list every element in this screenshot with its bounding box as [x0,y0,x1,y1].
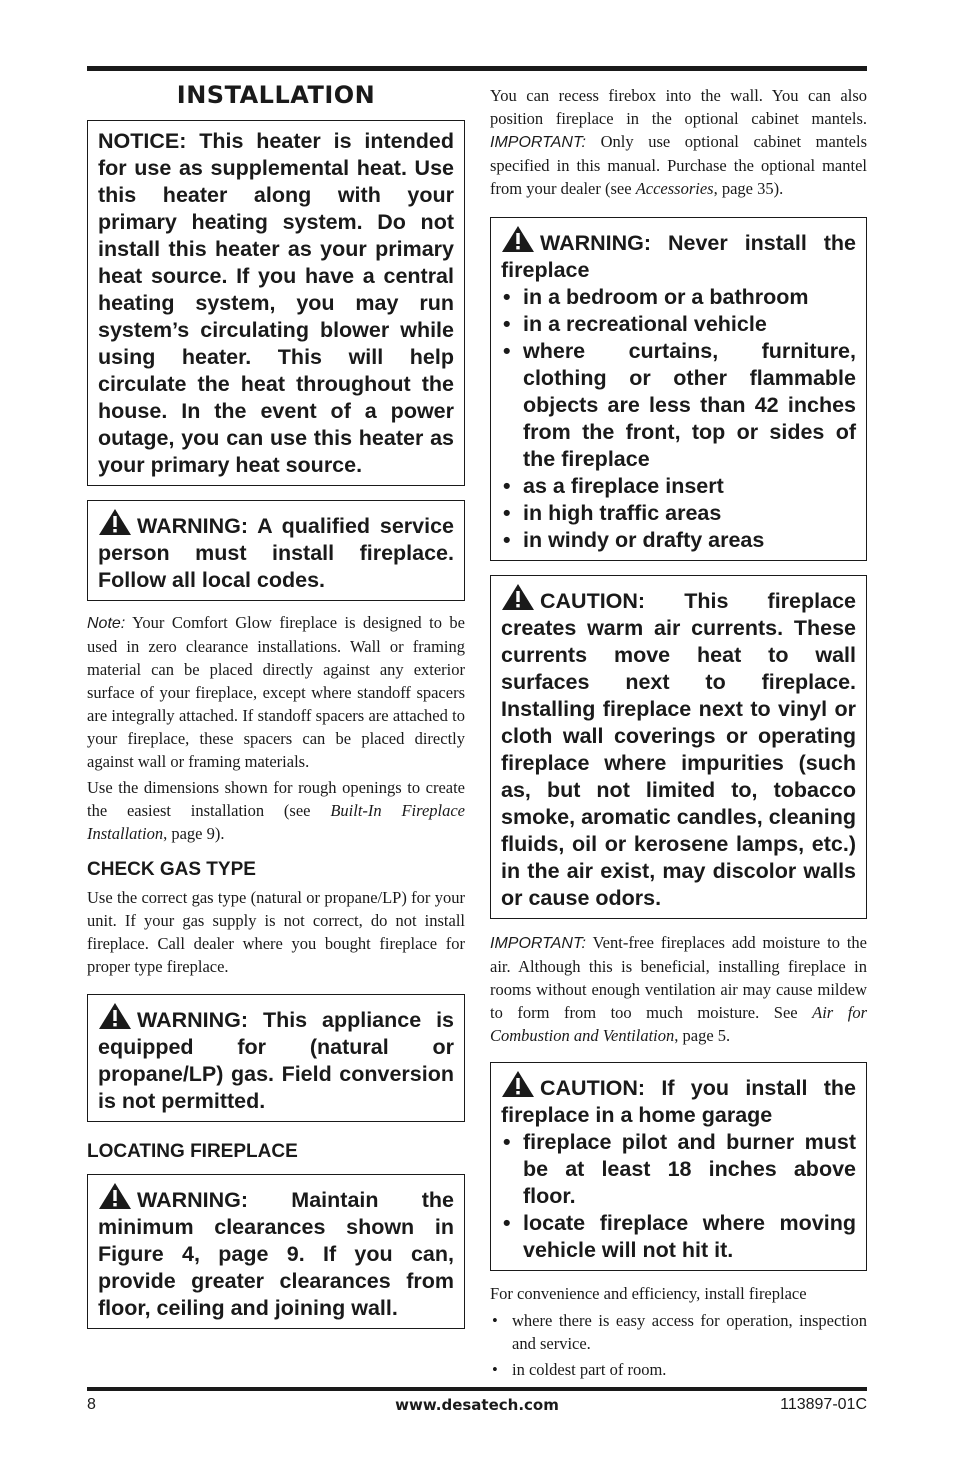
bottom-rule [87,1387,867,1391]
note-paragraph [87,611,465,773]
caution-garage-lead: CAUTION: If you install the fireplace in a home garage [501,1076,856,1127]
list-item: • where curtains, furniture, clothing or other flammable objects are less than 42 inches from the front, top or sides of the fireplace [501,338,856,473]
check-gas-heading: CHECK GAS TYPE [87,859,256,880]
caution-garage-list [501,1129,856,1264]
locating-heading: LOCATING FIREPLACE [87,1141,298,1162]
list-item: • where there is easy access for operation, inspection and service. [490,1309,867,1355]
moisture-page-ref: , page 5. [674,1026,731,1045]
top-rule [87,66,867,71]
check-gas-paragraph: Use the correct gas type (natural or propane/LP) for your unit. If your gas supply is not correct, do not install fireplace. Call dealer where you bought fireplace for proper type fireplace. [87,888,465,976]
list-item: • in windy or drafty areas [501,527,856,554]
list-item: • as a fireplace insert [501,473,856,500]
list-item: • in a bedroom or a bathroom [501,284,856,311]
recess-text-b: Only use optional cabinet mantels specified in this manual. Purchase the optional mantel from your dealer (see [490,132,867,198]
list-item: • fireplace pilot and burner must be at least 18 inches above floor. [501,1129,856,1210]
list-item: • in a recreational vehicle [501,311,856,338]
warning-qualified-box [87,500,465,601]
left-column [87,80,465,1329]
note-text: Your Comfort Glow fireplace is designed to be used in zero clearance installations. Wall or framing material can be placed directly against any exterior surface of your fireplace, except where standoff spacers are integrally attached. If standoff spacers are attached to your fireplace, these spacers can be placed directly against wall or framing materials. [87,613,465,771]
page-number: 8 [87,1396,96,1413]
warning-triangle-icon [98,508,132,536]
warning-triangle-icon [98,1002,132,1030]
warning-triangle-icon [501,225,535,253]
recess-reference: Accessories [635,179,714,198]
dimensions-paragraph [87,776,465,845]
moisture-paragraph [490,931,867,1047]
warning-never-box [490,217,867,561]
moisture-reference: Air for Combustion and Ventilation [490,1003,867,1045]
warning-never-list [501,284,856,554]
warning-gas-box [87,994,465,1122]
recess-text: You can recess firebox into the wall. You can also position fireplace in the optional cabinet mantels. [490,86,867,128]
website-link[interactable]: www.desatech.com [395,1396,559,1414]
right-column [490,84,867,1384]
warning-triangle-icon [501,1070,535,1098]
warning-clearances-text: WARNING: Maintain the minimum clearances shown in Figure 4, page 9. If you can, provide greater clearances from floor, ceiling and joining wall. [98,1188,454,1320]
warning-clearances-box [87,1174,465,1329]
list-item: • locate fireplace where moving vehicle will not hit it. [501,1210,856,1264]
dimensions-text: Use the dimensions shown for rough openings to create the easiest installation (see [87,778,465,820]
recess-paragraph [490,84,867,200]
warning-gas-text: WARNING: This appliance is equipped for (natural or propane/LP) gas. Field conversion is not permitted. [98,1008,454,1113]
convenience-list [490,1309,867,1381]
recess-page-ref: , page 35). [713,179,784,198]
dimensions-reference: Built-In Fireplace Installation [87,801,465,843]
document-code: 113897-01C [780,1396,867,1413]
warning-triangle-icon [501,583,535,611]
caution-currents-text: CAUTION: This fireplace creates warm air currents. These currents move heat to wall surfaces next to fireplace. Installing fireplace next to vinyl or cloth wall coverings or operating fireplace where impurities (such as, but not limited to, tobacco smoke, aromatic candles, cleaning fluids, oil or kerosene lamps, etc.) in the air exist, may discolor walls or cause odors. [501,589,856,910]
note-lead: Note: [87,615,126,632]
warning-qualified-text: WARNING: A qualified service person must install fireplace. Follow all local codes. [98,514,454,592]
dimensions-page-ref: , page 9). [163,824,225,843]
moisture-important-lead: IMPORTANT: [490,935,586,952]
section-title: INSTALLATION [176,81,376,109]
convenience-paragraph: For convenience and efficiency, install fireplace [490,1284,807,1303]
notice-text: NOTICE: This heater is intended for use as supplemental heat. Use this heater along with your primary heating system. Do not install this heater as your primary heat source. If you have a central heating system, you may run system’s circulating blower while using heater. This will help circulate the heat throughout the house. In the event of a power outage, you can use this heater as your primary heat source. [98,129,454,477]
list-item: • in high traffic areas [501,500,856,527]
moisture-text: Vent-free fireplaces add moisture to the air. Although this is beneficial, installing fireplace in rooms without enough ventilation air may cause mildew to form from too much moisture. See [490,933,867,1022]
warning-never-lead: WARNING: Never install the fireplace [501,231,856,282]
list-item: • in coldest part of room. [490,1358,867,1381]
warning-triangle-icon [98,1182,132,1210]
recess-important-lead: IMPORTANT: [490,134,586,151]
notice-box [87,120,465,486]
caution-currents-box [490,575,867,919]
caution-garage-box [490,1062,867,1271]
